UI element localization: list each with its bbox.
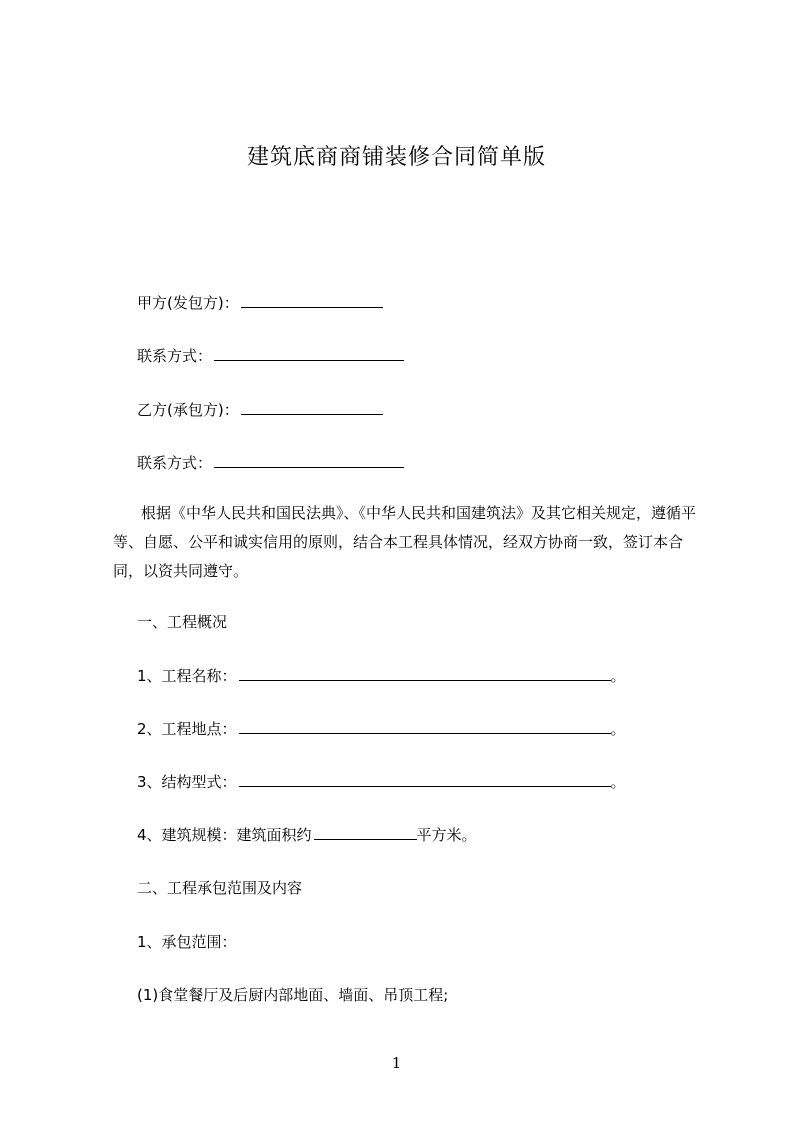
party-b-contact-blank[interactable] <box>214 453 404 468</box>
item-project-name-label: 1、工程名称： <box>137 667 237 685</box>
item-structure-type-suffix: 。 <box>610 773 626 791</box>
party-a-label: 甲方(发包方)： <box>137 294 239 312</box>
item-building-scale-label: 4、建筑规模：建筑面积约 <box>137 826 312 844</box>
party-b-blank[interactable] <box>241 400 383 415</box>
item-structure-type <box>137 771 626 792</box>
project-name-blank[interactable] <box>239 666 611 681</box>
building-area-blank[interactable] <box>314 825 417 840</box>
item-scope-1: (1)食堂餐厅及后厨内部地面、墙面、吊顶工程; <box>137 986 449 1004</box>
page-number: 1 <box>391 1054 402 1072</box>
party-a-contact-label: 联系方式： <box>137 347 213 365</box>
party-a-contact-line <box>137 345 404 366</box>
party-a-line <box>137 292 383 313</box>
item-project-location <box>137 718 626 739</box>
section2-heading: 二、工程承包范围及内容 <box>137 879 303 897</box>
item-project-name-suffix: 。 <box>610 667 626 685</box>
party-a-blank[interactable] <box>241 293 383 308</box>
preamble-paragraph: 根据《中华人民共和国民法典》、《中华人民共和国建筑法》及其它相关规定，遵循平等、自愿、公平和诚实信用的原则，结合本工程具体情况，经双方协商一致，签订本合同，以资共同遵守。 <box>113 504 697 580</box>
item-project-name <box>137 665 626 686</box>
party-a-contact-blank[interactable] <box>214 346 404 361</box>
party-b-contact-label: 联系方式： <box>137 454 213 472</box>
item-structure-type-label: 3、结构型式： <box>137 773 237 791</box>
section1-heading: 一、工程概况 <box>137 613 228 631</box>
party-b-label: 乙方(承包方)： <box>137 401 239 419</box>
item-contract-scope: 1、承包范围： <box>137 933 237 951</box>
item-project-location-suffix: 。 <box>610 720 626 738</box>
item-building-scale <box>137 824 477 845</box>
party-b-line <box>137 399 383 420</box>
project-location-blank[interactable] <box>239 719 611 734</box>
structure-type-blank[interactable] <box>239 772 611 787</box>
party-b-contact-line <box>137 452 404 473</box>
item-project-location-label: 2、工程地点： <box>137 720 237 738</box>
document-title: 建筑底商商铺装修合同简单版 <box>246 145 546 170</box>
item-building-scale-suffix: 平方米。 <box>416 826 477 844</box>
